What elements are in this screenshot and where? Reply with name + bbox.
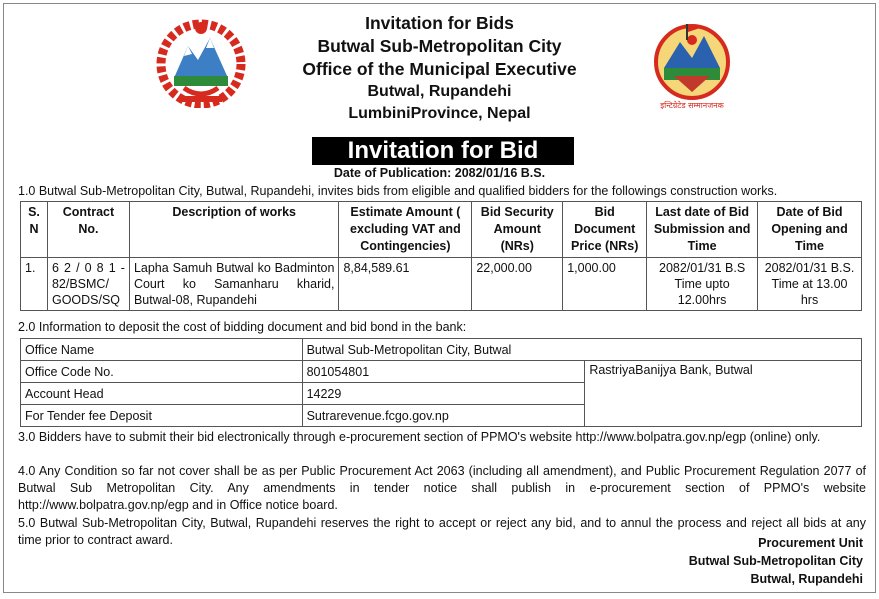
header-province: LumbiniProvince, Nepal bbox=[348, 105, 531, 122]
bank-row bbox=[21, 339, 862, 361]
publication-date: Date of Publication: 2082/01/16 B.S. bbox=[333, 166, 546, 180]
col-sn: S. N bbox=[21, 202, 48, 258]
signature-org: Butwal Sub-Metropolitan City bbox=[688, 554, 863, 568]
cell-opening: 2082/01/31 B.S. Time at 13.00 hrs bbox=[758, 258, 862, 311]
cell-sn: 1. bbox=[21, 258, 48, 311]
header-office: Office of the Municipal Executive bbox=[302, 59, 577, 79]
col-security: Bid Security Amount (NRs) bbox=[472, 202, 563, 258]
cell-description: Lapha Samuh Butwal ko Badminton Court ko Samanharu kharid, Butwal-08, Rupandehi bbox=[129, 258, 339, 311]
bank-value: Sutrarevenue.fcgo.gov.np bbox=[302, 405, 585, 427]
section-1-text: 1.0 Butwal Sub-Metropolitan City, Butwal, Rupandehi, invites bids from eligible and qualified bidders for the followings construction works. bbox=[18, 184, 778, 198]
cell-estimate: 8,84,589.61 bbox=[339, 258, 472, 311]
header-org: Butwal Sub-Metropolitan City bbox=[317, 36, 562, 56]
cell-last-date: 2082/01/31 B.S Time upto 12.00hrs bbox=[647, 258, 758, 311]
notice-header bbox=[4, 12, 875, 125]
signature-unit: Procurement Unit bbox=[758, 536, 863, 550]
bank-label: For Tender fee Deposit bbox=[21, 405, 303, 427]
table-header-row bbox=[21, 202, 862, 258]
bank-name: RastriyaBanijya Bank, Butwal bbox=[585, 361, 862, 427]
col-opening: Date of Bid Opening and Time bbox=[758, 202, 862, 258]
signature-location: Butwal, Rupandehi bbox=[750, 572, 863, 586]
cell-security: 22,000.00 bbox=[472, 258, 563, 311]
col-description: Description of works bbox=[129, 202, 339, 258]
section-4-text: 4.0 Any Condition so far not cover shall be as per Public Procurement Act 2063 (including all amendment), and Public Procurement Regulation 2077 of Butwal Sub Metropolitan City. Any amendments in tender notice shall publish in e-procurement section of PPMO's website http://www.bolpatra.gov.np/egp and in Office notice board. bbox=[18, 464, 866, 512]
bank-row bbox=[21, 361, 862, 383]
bank-info-table bbox=[20, 338, 862, 427]
bank-label: Office Name bbox=[21, 339, 303, 361]
bank-label: Account Head bbox=[21, 383, 303, 405]
cell-doc-price: 1,000.00 bbox=[563, 258, 647, 311]
bank-value: 14229 bbox=[302, 383, 585, 405]
section-3-text: 3.0 Bidders have to submit their bid electronically through e-procurement section of PPMO's website http://www.bolpatra.gov.np/egp (online) only. bbox=[18, 430, 821, 444]
invitation-banner: Invitation for Bid bbox=[312, 137, 574, 165]
bid-table bbox=[20, 201, 862, 311]
section-5-text: 5.0 Butwal Sub-Metropolitan City, Butwal, Rupandehi reserves the right to accept or reject any bid, and to annul the process and reject all bids at any time prior to contract award. bbox=[18, 516, 866, 547]
bank-value: Butwal Sub-Metropolitan City, Butwal bbox=[302, 339, 861, 361]
signature-block bbox=[689, 534, 863, 588]
bank-label: Office Code No. bbox=[21, 361, 303, 383]
table-row bbox=[21, 258, 862, 311]
header-title: Invitation for Bids bbox=[365, 13, 514, 33]
cell-contract: 6 2 / 0 8 1 - 82/BSMC/ GOODS/SQ bbox=[47, 258, 129, 311]
col-doc-price: Bid Document Price (NRs) bbox=[563, 202, 647, 258]
bank-value: 801054801 bbox=[302, 361, 585, 383]
col-contract: Contract No. bbox=[47, 202, 129, 258]
col-estimate: Estimate Amount ( excluding VAT and Contingencies) bbox=[339, 202, 472, 258]
col-last-date: Last date of Bid Submission and Time bbox=[647, 202, 758, 258]
header-location: Butwal, Rupandehi bbox=[367, 83, 512, 100]
section-2-text: 2.0 Information to deposit the cost of bidding document and bid bond in the bank: bbox=[18, 320, 467, 334]
bid-notice bbox=[3, 3, 876, 593]
seal-caption: इन्टिग्रेटेड सम्मानजनक bbox=[660, 101, 724, 110]
